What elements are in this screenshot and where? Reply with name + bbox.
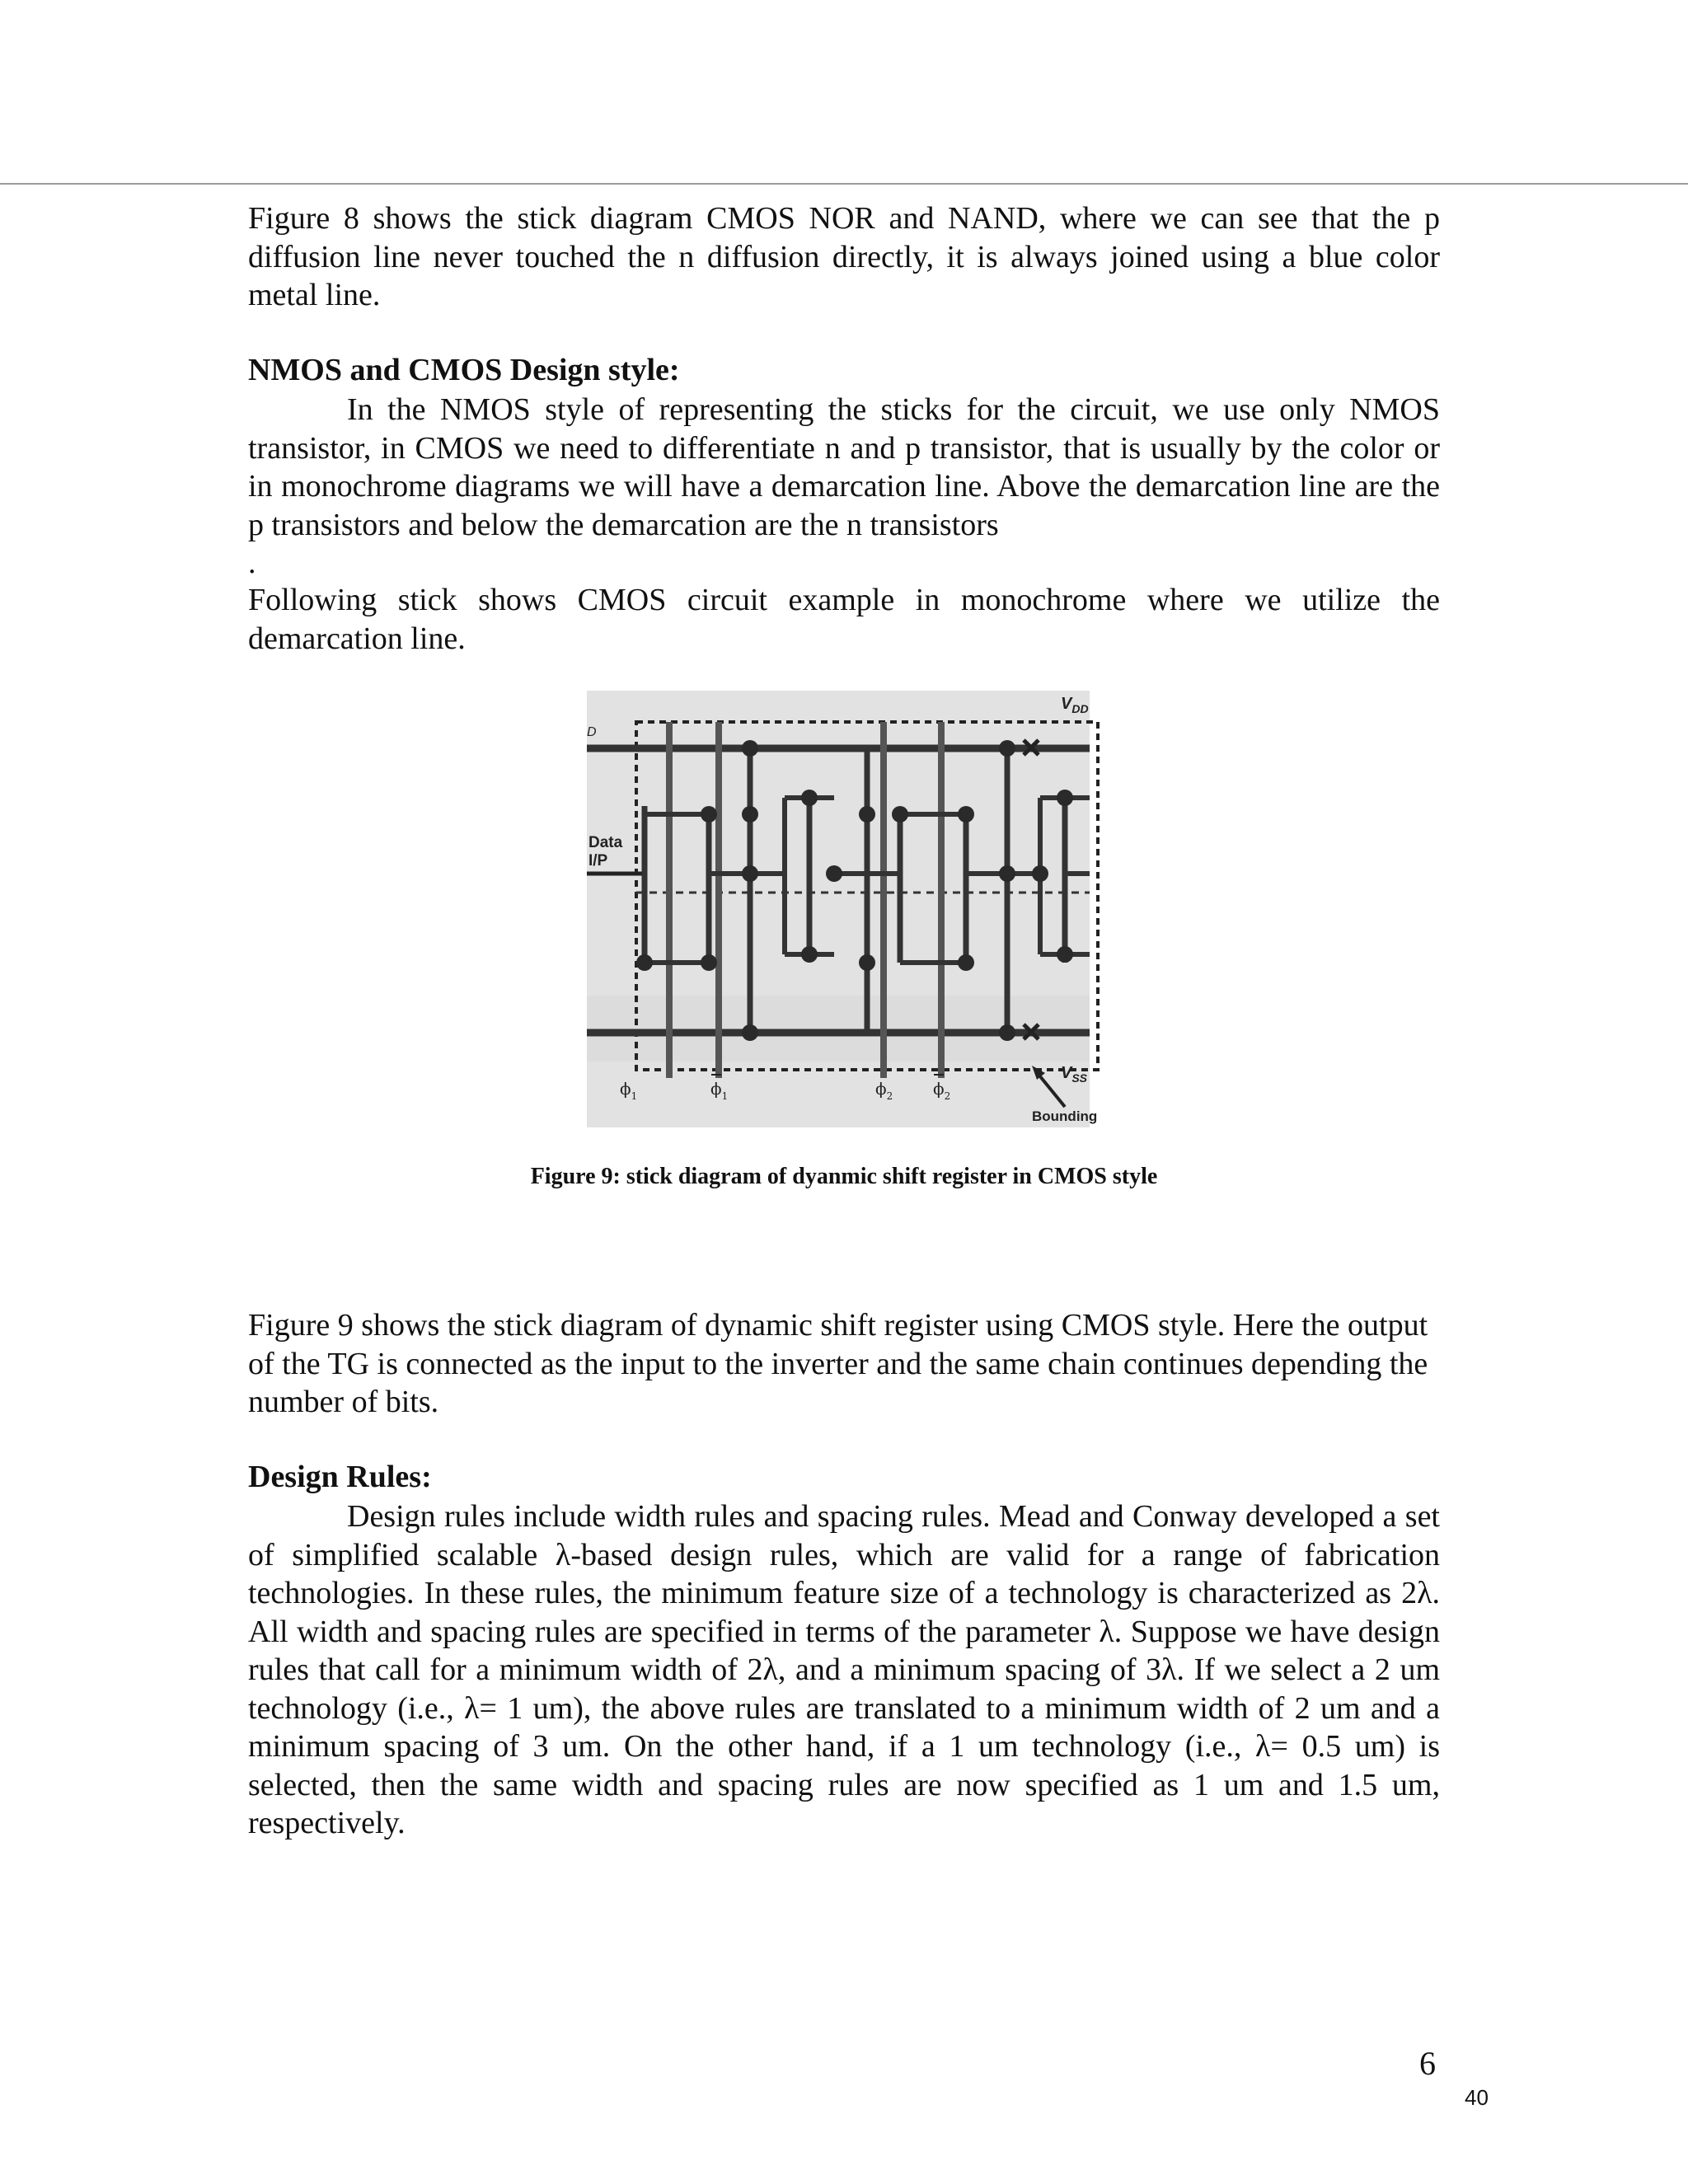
heading-nmos-cmos-design-style: NMOS and CMOS Design style: [248,353,680,387]
paragraph-nmos-cmos-style: In the NMOS style of representing the sticks for the circuit, we use only NMOS transistor, in CMOS we need to differentiate n and p transistor, that is usually by the color or in monochrome diagrams we will have a demarcation line. Above the demarcation line are the p transistors and below the demarcation are the n transistors [248,392,1440,542]
paragraph-figure8-description: Figure 8 shows the stick diagram CMOS NOR and NAND, where we can see that the p diffusion line never touched the n diffusion directly, it is always joined using a blue color metal line. [248,201,1440,312]
vdd-label: V [1061,695,1072,713]
page-number-small: 40 [1465,2085,1489,2110]
stray-dot: . [248,546,256,580]
data-label: Data [588,834,623,851]
phi2-bar-label: ϕ [933,1079,945,1099]
header-rule [0,183,1688,185]
figure-caption: Figure 9: stick diagram of dyanmic shift register in CMOS style [530,1164,1158,1189]
phi1-label: ϕ [620,1079,631,1099]
page-number: 6 [1419,2045,1436,2082]
phi1-subscript: 1 [631,1090,638,1102]
vss-subscript: SS [1071,1071,1088,1085]
stick-diagram-figure [587,691,1098,1127]
phi1-bar-subscript: 1 [721,1090,729,1102]
phi1-bar-label: ϕ [710,1079,722,1099]
paragraph-following-stick: Following stick shows CMOS circuit example in monochrome where we utilize the demarcation line. [248,583,1440,656]
paragraph-figure9-description: Figure 9 shows the stick diagram of dynamic shift register using CMOS style. Here the output of the TG is connected as the input to the inverter and the same chain continues depending the number of bits. [248,1308,1428,1419]
heading-design-rules: Design Rules: [248,1460,432,1494]
paragraph-design-rules: Design rules include width rules and spacing rules. Mead and Conway developed a set of simplified scalable λ-based design rules, which are valid for a range of fabrication technologies. In these rules, the minimum feature size of a technology is characterized as 2λ. All width and spacing rules are specified in terms of the parameter λ. Suppose we have design rules that call for a minimum width of 2λ, and a minimum spacing of 3λ. If we select a 2 um technology (i.e., λ= 1 um), the above rules are translated to a minimum width of 2 um and a minimum spacing of 3 um. On the other hand, if a 1 um technology (i.e., λ= 0.5 um) is selected, then the same width and spacing rules are now specified as 1 um and 1.5 um, respectively. [248,1499,1440,1840]
input-label: I/P [588,852,608,869]
phi2-subscript: 2 [886,1090,893,1102]
stick-diagram-image [587,691,1098,1127]
vdd-subscript: DD [1071,702,1089,715]
phi2-bar-subscript: 2 [944,1090,951,1102]
d-label: D [587,725,597,739]
phi2-label: ϕ [875,1079,887,1099]
vss-label: V [1061,1064,1072,1082]
bounding-label: Bounding [1032,1108,1098,1124]
